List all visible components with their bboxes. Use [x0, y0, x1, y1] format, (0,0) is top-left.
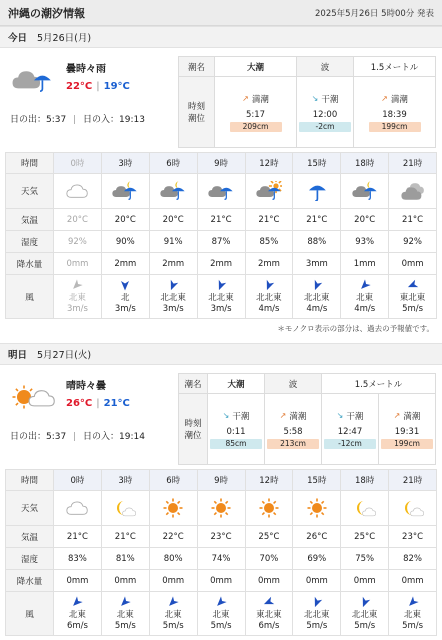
tide-name: 大潮 [208, 374, 265, 394]
humidity-cell: 92% [54, 231, 102, 253]
tide-time-label [179, 394, 208, 465]
wind-direction: 北東 [212, 609, 230, 620]
wind-cell [54, 592, 102, 636]
temp-cell: 21°C [293, 209, 341, 231]
sunset-label: 日の入： [83, 115, 120, 125]
temperature-range [66, 398, 130, 409]
wind-cell [341, 275, 389, 319]
row-label-weather: 天気 [6, 491, 54, 526]
temp-cell: 22°C [149, 526, 197, 548]
tide-kind: 満潮 [251, 94, 269, 105]
weather-cell [341, 174, 389, 209]
temp-separator: | [96, 398, 100, 409]
wind-direction: 北北東 [160, 292, 186, 303]
wind-cell [293, 592, 341, 636]
hour-cell: 15時 [293, 470, 341, 491]
temp-cell: 21°C [197, 209, 245, 231]
tide-kind: 満潮 [390, 94, 408, 105]
high-temp: 26°C [66, 398, 93, 409]
wind-direction-icon [167, 279, 179, 291]
humidity-cell: 80% [149, 548, 197, 570]
wind-direction-icon [263, 279, 275, 291]
humidity-cell: 69% [293, 548, 341, 570]
sunset-time: 19:14 [119, 432, 145, 442]
wind-cell [293, 275, 341, 319]
rain-cell: 0mm [101, 570, 149, 592]
sun-with-cloud-icon [10, 379, 58, 415]
rain-cell: 0mm [54, 570, 102, 592]
humidity-cell: 90% [101, 231, 149, 253]
wind-cell [341, 592, 389, 636]
tide-level: 199cm [369, 122, 421, 132]
wind-cell [149, 275, 197, 319]
tide-up-icon: ↗ [381, 94, 388, 103]
wind-direction: 北東 [68, 292, 86, 303]
tide-down-icon: ↘ [222, 411, 230, 420]
weather-cell [389, 491, 437, 526]
wind-cell [101, 592, 149, 636]
row-label-weather: 天気 [6, 174, 54, 209]
wind-cell [54, 275, 102, 319]
weather-cell [101, 174, 149, 209]
moon-icon [400, 498, 426, 518]
humidity-cell: 87% [197, 231, 245, 253]
humidity-cell: 92% [389, 231, 437, 253]
hour-cell: 6時 [149, 153, 197, 174]
wave-height: 1.5メートル [322, 374, 436, 394]
wind-speed: 3m/s [210, 303, 232, 314]
temp-cell: 20°C [341, 209, 389, 231]
weather-cell [245, 491, 293, 526]
sun-times [6, 112, 178, 125]
humidity-cell: 88% [293, 231, 341, 253]
day-summary [0, 48, 442, 148]
wind-speed: 5m/s [162, 620, 184, 631]
tide-up-icon: ↗ [279, 411, 287, 420]
tide-time-label-1: 時刻 [184, 419, 202, 429]
tide-time: 12:47 [337, 426, 363, 437]
wind-cell [149, 592, 197, 636]
rain-cell: 2mm [149, 253, 197, 275]
wind-direction-icon [215, 279, 227, 291]
wind-speed: 3m/s [162, 303, 184, 314]
wind-direction-icon [407, 596, 419, 608]
tide-time: 5:17 [245, 109, 266, 120]
day-label: 今日 [8, 33, 28, 44]
temp-cell: 21°C [389, 209, 437, 231]
tide-time-label [179, 77, 215, 148]
tide-time-label-1: 時刻 [187, 102, 205, 112]
low-temp: 21°C [103, 398, 130, 409]
hour-cell: 12時 [245, 470, 293, 491]
tide-time: 12:00 [312, 109, 338, 120]
sun-icon [208, 498, 234, 518]
day-bar [0, 26, 442, 48]
rain-cell: 0mm [341, 570, 389, 592]
night-cloud-rain-icon [160, 181, 186, 201]
sunrise-time: 5:37 [46, 115, 67, 125]
wind-cell [197, 275, 245, 319]
wind-speed: 5m/s [210, 620, 232, 631]
day-bar [0, 343, 442, 365]
rain-cell: 0mm [149, 570, 197, 592]
wind-speed: 5m/s [114, 620, 136, 631]
wind-speed: 4m/s [306, 303, 328, 314]
moon-icon [352, 498, 378, 518]
sun-times [6, 429, 178, 442]
high-temp: 22°C [66, 81, 93, 92]
sunset-time: 19:13 [119, 115, 145, 125]
row-label-time: 時間 [6, 153, 54, 174]
tide-level: -12cm [324, 439, 376, 449]
wind-speed: 4m/s [258, 303, 280, 314]
tide-name-label: 潮名 [179, 57, 215, 77]
weather-text: 曇時々雨 [66, 64, 106, 75]
row-label-humidity: 湿度 [6, 548, 54, 570]
wind-speed: 3m/s [66, 303, 88, 314]
temp-cell: 21°C [245, 209, 293, 231]
sun-icon [160, 498, 186, 518]
past-forecast-note: ＊モノクロ表示の部分は、過去の予報値です。 [277, 324, 434, 333]
low-temp: 19°C [103, 81, 130, 92]
wind-cell [389, 592, 437, 636]
sun-separator: | [73, 115, 77, 125]
night-cloud-rain-icon [112, 181, 138, 201]
wind-direction-icon [71, 596, 83, 608]
weather-cell [293, 174, 341, 209]
temp-cell: 25°C [341, 526, 389, 548]
wind-direction: 北北東 [256, 292, 282, 303]
tide-entry [379, 394, 436, 465]
wind-speed: 6m/s [258, 620, 280, 631]
temp-cell: 20°C [101, 209, 149, 231]
wind-direction-icon [71, 279, 83, 291]
humidity-cell: 74% [197, 548, 245, 570]
sun-cloud-rain-icon [256, 181, 282, 201]
wind-direction-icon [167, 596, 179, 608]
hour-cell: 6時 [149, 470, 197, 491]
wind-speed: 5m/s [402, 303, 424, 314]
tide-time: 5:58 [283, 426, 303, 437]
issued-time: 2025年5月26日 5時00分 発表 [315, 8, 434, 19]
wind-direction-icon [359, 279, 371, 291]
row-label-rain: 降水量 [6, 253, 54, 275]
tide-entry [354, 77, 436, 148]
temperature-range [66, 81, 130, 92]
tide-kind: 満潮 [289, 411, 307, 422]
tide-table [178, 56, 436, 148]
tide-table [178, 373, 436, 465]
wind-direction: 東北東 [256, 609, 282, 620]
wind-direction-icon [407, 279, 419, 291]
weather-cell [197, 174, 245, 209]
wind-speed: 3m/s [114, 303, 136, 314]
wind-direction: 北 [121, 292, 130, 303]
weather-cell [54, 174, 102, 209]
wind-cell [197, 592, 245, 636]
hourly-forecast-table [5, 152, 437, 319]
cloudy-icon [400, 181, 426, 201]
tide-time: 19:31 [394, 426, 420, 437]
hourly-forecast-table [5, 469, 437, 636]
rain-cell: 0mm [54, 253, 102, 275]
weather-summary [6, 371, 178, 465]
day-section-0 [0, 26, 442, 339]
weather-cell [54, 491, 102, 526]
humidity-cell: 81% [101, 548, 149, 570]
hour-cell: 15時 [293, 153, 341, 174]
temp-cell: 26°C [293, 526, 341, 548]
wave-label: 波 [297, 57, 354, 77]
tide-time-label-2: 潮位 [184, 431, 202, 441]
hour-cell: 21時 [389, 153, 437, 174]
tide-time: 0:11 [226, 426, 246, 437]
tide-down-icon: ↘ [311, 94, 319, 103]
weather-cell [149, 491, 197, 526]
wind-direction: 北北東 [208, 292, 234, 303]
wave-height: 1.5メートル [354, 57, 436, 77]
hour-cell: 9時 [197, 153, 245, 174]
tide-entry [265, 394, 322, 465]
hour-cell: 3時 [101, 153, 149, 174]
humidity-cell: 93% [341, 231, 389, 253]
wind-speed: 5m/s [402, 620, 424, 631]
rain-cell: 2mm [101, 253, 149, 275]
hour-cell: 3時 [101, 470, 149, 491]
hour-cell: 18時 [341, 153, 389, 174]
wind-direction-icon [311, 596, 323, 608]
tide-up-icon: ↗ [393, 411, 401, 420]
umbrella-icon [304, 181, 330, 201]
wind-direction-icon [119, 279, 131, 291]
wind-direction-icon [263, 596, 275, 608]
wave-label: 波 [265, 374, 322, 394]
temp-cell: 23°C [389, 526, 437, 548]
temp-cell: 20°C [149, 209, 197, 231]
rain-cell: 3mm [293, 253, 341, 275]
hour-cell: 0時 [54, 153, 102, 174]
tide-level: 85cm [210, 439, 262, 449]
tide-name-label: 潮名 [179, 374, 208, 394]
temp-cell: 21°C [101, 526, 149, 548]
humidity-cell: 85% [245, 231, 293, 253]
hour-cell: 21時 [389, 470, 437, 491]
tide-level: -2cm [299, 122, 351, 132]
humidity-cell: 91% [149, 231, 197, 253]
rain-cell: 1mm [341, 253, 389, 275]
sun-icon [256, 498, 282, 518]
humidity-cell: 82% [389, 548, 437, 570]
temp-separator: | [96, 81, 100, 92]
wind-speed: 5m/s [306, 620, 328, 631]
moon-icon [112, 498, 138, 518]
wind-direction-icon [119, 596, 131, 608]
rain-cell: 0mm [197, 570, 245, 592]
temp-cell: 20°C [54, 209, 102, 231]
tide-entry [322, 394, 379, 465]
weather-cell [245, 174, 293, 209]
tide-name: 大潮 [215, 57, 297, 77]
sun-separator: | [73, 432, 77, 442]
rain-cell: 2mm [245, 253, 293, 275]
weather-cell [389, 174, 437, 209]
weather-summary [6, 54, 178, 148]
day-date: 5月26日(月) [37, 33, 92, 44]
tide-up-icon: ↗ [242, 94, 249, 103]
tide-kind: 干潮 [346, 411, 364, 422]
wind-direction-icon [311, 279, 323, 291]
wind-direction: 北北東 [304, 609, 330, 620]
weather-text: 晴時々曇 [66, 381, 106, 392]
wind-speed: 6m/s [66, 620, 88, 631]
rain-cell: 0mm [293, 570, 341, 592]
rain-cell: 0mm [245, 570, 293, 592]
weather-cell [149, 174, 197, 209]
row-label-temp: 気温 [6, 209, 54, 231]
wind-cell [245, 275, 293, 319]
wind-direction: 東北東 [399, 292, 426, 303]
humidity-cell: 75% [341, 548, 389, 570]
hour-cell: 18時 [341, 470, 389, 491]
tide-kind: 満潮 [403, 411, 421, 422]
wind-speed: 5m/s [354, 620, 376, 631]
rain-cell: 0mm [389, 253, 437, 275]
tide-kind: 干潮 [321, 94, 339, 105]
sunrise-label: 日の出： [10, 115, 47, 125]
wind-direction: 北北東 [351, 609, 378, 620]
day-summary [0, 365, 442, 465]
page-title: 沖縄の潮汐情報 [8, 6, 85, 20]
hour-cell: 12時 [245, 153, 293, 174]
row-label-temp: 気温 [6, 526, 54, 548]
tide-time: 18:39 [382, 109, 407, 120]
wind-direction: 北東 [356, 292, 374, 303]
wind-direction: 北東 [116, 609, 134, 620]
row-label-wind: 風 [6, 592, 54, 636]
row-label-rain: 降水量 [6, 570, 54, 592]
humidity-cell: 70% [245, 548, 293, 570]
day-label: 明日 [8, 350, 28, 361]
page-header [0, 0, 442, 26]
wind-direction: 北東 [164, 609, 182, 620]
tide-down-icon: ↘ [336, 411, 344, 420]
wind-cell [389, 275, 437, 319]
humidity-cell: 83% [54, 548, 102, 570]
wind-direction: 北東 [404, 609, 422, 620]
tide-entry [208, 394, 265, 465]
wind-direction: 北北東 [304, 292, 330, 303]
hour-cell: 9時 [197, 470, 245, 491]
day-section-1 [0, 339, 442, 636]
tide-entry [297, 77, 354, 148]
cloud-rain-icon [208, 181, 234, 201]
wind-cell [245, 592, 293, 636]
tide-entry [215, 77, 297, 148]
rain-cell: 0mm [389, 570, 437, 592]
tide-time-label-2: 潮位 [187, 114, 205, 124]
rain-cell: 2mm [197, 253, 245, 275]
tide-kind: 干潮 [232, 411, 250, 422]
tide-level: 199cm [381, 439, 433, 449]
day-date: 5月27日(火) [37, 350, 92, 361]
cloud-icon [64, 181, 90, 201]
tide-level: 209cm [230, 122, 282, 132]
wind-direction-icon [359, 596, 371, 608]
temp-cell: 23°C [197, 526, 245, 548]
tide-level: 213cm [267, 439, 319, 449]
weather-cell [197, 491, 245, 526]
sun-icon [304, 498, 330, 518]
wind-direction: 北東 [68, 609, 86, 620]
temp-cell: 21°C [54, 526, 102, 548]
cloud-icon [64, 498, 90, 518]
sunrise-time: 5:37 [46, 432, 67, 442]
wind-direction-icon [215, 596, 227, 608]
hour-cell: 0時 [54, 470, 102, 491]
temp-cell: 25°C [245, 526, 293, 548]
wind-cell [101, 275, 149, 319]
weather-cell [341, 491, 389, 526]
row-label-time: 時間 [6, 470, 54, 491]
weather-cell [293, 491, 341, 526]
night-cloud-rain-icon [352, 181, 378, 201]
row-label-humidity: 湿度 [6, 231, 54, 253]
wind-speed: 4m/s [354, 303, 376, 314]
sunset-label: 日の入： [83, 432, 120, 442]
weather-cell [101, 491, 149, 526]
row-label-wind: 風 [6, 275, 54, 319]
sunrise-label: 日の出： [10, 432, 47, 442]
cloudy-with-rain-icon [10, 62, 58, 98]
